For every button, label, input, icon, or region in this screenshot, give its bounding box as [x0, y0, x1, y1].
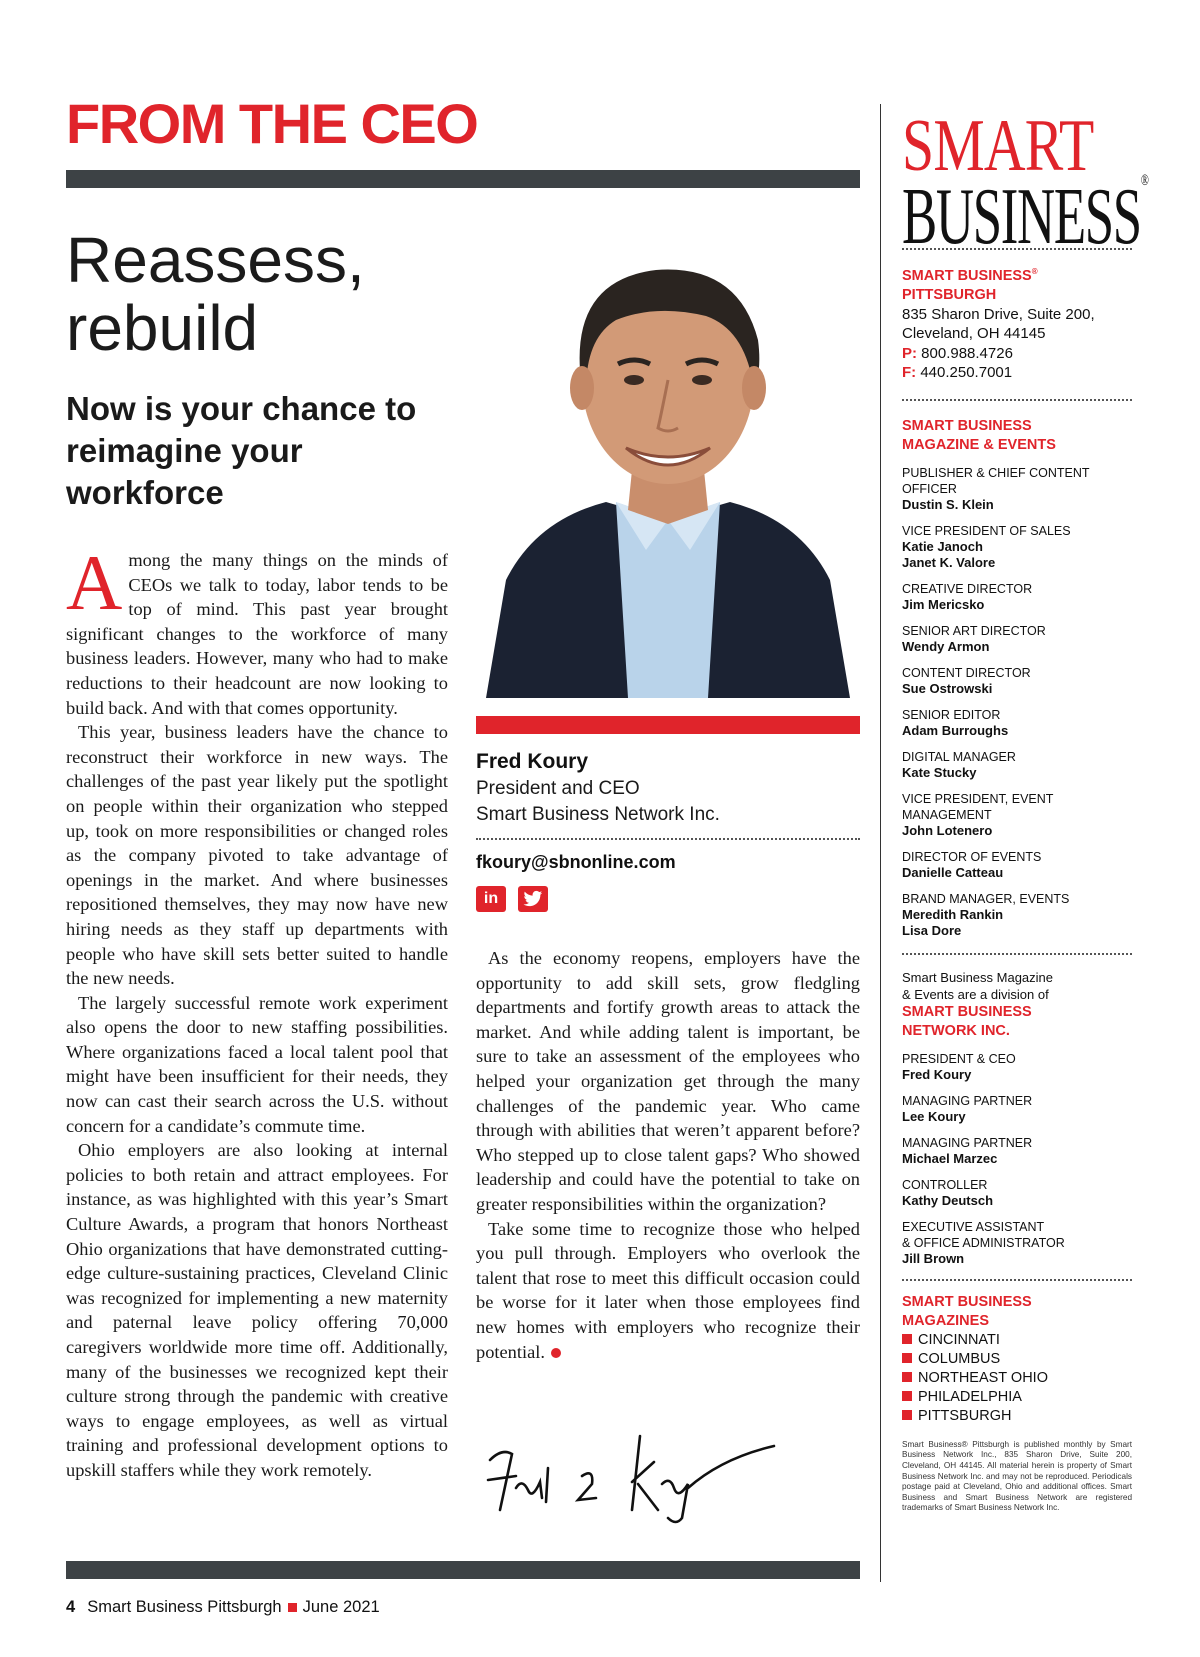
staff-entry [902, 465, 1132, 513]
twitter-bird-glyph [523, 890, 543, 908]
paragraph-6 [476, 1217, 860, 1365]
handwritten-signature [482, 1418, 782, 1528]
sidebar-divider-4 [902, 1279, 1132, 1281]
portrait-illustration [476, 220, 860, 698]
paragraph-3: The largely successful remote work experiment also opens the door to new staffing possibilities. Where organizations faced a local talent pool that might have been insufficient for their needs, they now can cast their search across the U.S. without concern for a candidate’s commute time. [66, 992, 448, 1136]
staff-role: SENIOR ART DIRECTOR [902, 623, 1046, 638]
staff-entry [902, 665, 1132, 697]
logo-smart: SMART [902, 105, 1094, 187]
edition-title [902, 262, 1132, 305]
magazines-line-2: MAGAZINES [902, 1312, 989, 1329]
staff-entry [902, 749, 1132, 781]
phone-line [902, 344, 1132, 364]
network-staff-list [902, 1051, 1132, 1267]
section-label: FROM THE CEO [66, 92, 478, 155]
bottom-rule [66, 1561, 860, 1579]
staff-name: Lee Koury [902, 1108, 966, 1124]
headline-line-1: Reassess, [66, 224, 365, 296]
staff-name: Jill Brown [902, 1250, 965, 1266]
mag-events-line-1: SMART BUSINESS [902, 417, 1032, 434]
author-email-link[interactable]: fkoury@sbnonline.com [476, 852, 676, 872]
staff-entry [902, 581, 1132, 613]
edition-address [902, 305, 1132, 383]
magazines-heading [902, 1293, 1132, 1331]
author-title: President and CEO [476, 778, 640, 799]
paragraph-2: This year, business leaders have the chance to reconstruct their workforce in new ways. The challenges of the past year likely put the spotlight on people within their organization who stepped up, took on more responsibilities or changed roles as the company pivoted to take advantage of openings in the market. And where businesses repositioned themselves, they may now have new hiring needs as they staff up departments with people who have skill sets better suited to handle the new needs. [66, 722, 448, 989]
fax-number: 440.250.7001 [916, 364, 1013, 382]
drop-cap: A [66, 539, 123, 626]
magazine-list [902, 1331, 1132, 1426]
masthead-sidebar [902, 248, 1132, 1514]
staff-entry [902, 791, 1132, 839]
fine-print: Smart Business® Pittsburgh is published monthly by Smart Business Network Inc., 835 Sharon Drive, Suite 200, Cleveland, OH 44145. All material herein is property of Smart Business Network Inc. and may not be reproduced. Periodicals postage paid at Cleveland, Ohio and additional offices. Smart Business and Smart Business Network are registered trademarks of Smart Business Network Inc. [902, 1439, 1132, 1513]
staff-name: Janet K. Valore [902, 554, 996, 570]
staff-entry [902, 1051, 1132, 1083]
staff-role: EXECUTIVE ASSISTANT [902, 1219, 1045, 1234]
mag-events-heading [902, 417, 1132, 455]
staff-role: CONTENT DIRECTOR [902, 665, 1031, 680]
magazine-item: COLUMBUS [902, 1350, 1132, 1369]
author-divider [476, 838, 860, 840]
staff-entry [902, 849, 1132, 881]
page-number: 4 [66, 1598, 76, 1616]
staff-name: Adam Burroughs [902, 722, 1009, 738]
sidebar-divider-3 [902, 953, 1132, 955]
staff-name: Michael Marzec [902, 1150, 998, 1166]
staff-entry [902, 1093, 1132, 1125]
staff-role: CREATIVE DIRECTOR [902, 581, 1033, 596]
staff-entry [902, 523, 1132, 571]
staff-entry [902, 707, 1132, 739]
staff-entry [902, 1135, 1132, 1167]
article-column-left [66, 539, 448, 1483]
staff-entry [902, 623, 1132, 655]
staff-entry [902, 891, 1132, 939]
edition-name: SMART BUSINESS [902, 267, 1032, 284]
staff-role: MANAGING PARTNER [902, 1135, 1033, 1150]
publication-name: Smart Business Pittsburgh [87, 1598, 282, 1616]
author-name: Fred Koury [476, 750, 589, 773]
staff-role: DIGITAL MANAGER [902, 749, 1016, 764]
network-line-2: NETWORK INC. [902, 1022, 1010, 1039]
staff-role: PUBLISHER & CHIEF CONTENT OFFICER [902, 465, 1090, 496]
end-mark-icon [551, 1348, 561, 1358]
phone-number: 800.988.4726 [917, 344, 1013, 362]
staff-name: Jim Mericsko [902, 596, 985, 612]
edition-mark: ® [1031, 267, 1038, 276]
headline [66, 226, 365, 362]
magazines-line-1: SMART BUSINESS [902, 1293, 1032, 1310]
staff-role: MANAGING PARTNER [902, 1093, 1033, 1108]
staff-name: Sue Ostrowski [902, 680, 993, 696]
staff-role: SENIOR EDITOR [902, 707, 1001, 722]
phone-label: P: [902, 344, 917, 362]
logo-business [902, 172, 1148, 261]
paragraph-6-text: Take some time to recognize those who helped you pull through. Employers who overlook the talent that rose to meet this difficult occasion could be worse for it later when those employees find new homes with employers who recognize their potential. [476, 1218, 860, 1362]
division-line-1: Smart Business Magazine [902, 969, 1054, 985]
staff-name: Wendy Armon [902, 638, 990, 654]
paragraph-1-text: mong the many things on the minds of CEOs we talk to today, labor tends to be top of mind. This past year brought significant changes to the workforce of many business leaders. However, many who had to make reductions to their headcount are now looking to build back. And with that comes opportunity. [66, 550, 448, 718]
staff-role: BRAND MANAGER, EVENTS [902, 891, 1070, 906]
masthead-logo [902, 104, 1148, 261]
paragraph-1 [66, 539, 448, 720]
sidebar-divider-2 [902, 399, 1132, 401]
author-company: Smart Business Network Inc. [476, 804, 720, 825]
address-line-1: 835 Sharon Drive, Suite 200, [902, 305, 1095, 323]
magazine-item: NORTHEAST OHIO [902, 1369, 1132, 1388]
paragraph-5: As the economy reopens, employers have the opportunity to add skill sets, grow fledgling departments and fortify growth areas to attack the market. And while adding talent is important, be sure to take an assessment of the employees who helped your organization get through the many challenges of the pandemic year. Who came through with abilities that weren’t apparent before? Who stepped up to close talent gaps? Who showed leadership and could have the potential to take on greater responsibilities within the organization? [476, 948, 860, 1214]
column-divider [880, 104, 881, 1582]
staff-name: Kathy Deutsch [902, 1192, 994, 1208]
paragraph-4: Ohio employers are also looking at internal policies to both retain and attract employees. For instance, as was highlighted with this year’s Smart Culture Awards, a program that honors Northeast Ohio organizations that have demonstrated cutting-edge culture-sustaining practices, Cleveland Clinic was recognized for implementing a new maternity and paternal leave policy offering 70,000 caregivers worldwide more time off. Additionally, many of the businesses we recognized kept their culture strong through the pandemic with creative ways to engage employees, as well as virtual training and professional development options to upskill staffers while they work remotely. [66, 1140, 448, 1480]
staff-role: VICE PRESIDENT, EVENT MANAGEMENT [902, 791, 1054, 822]
photo-accent-bar [476, 716, 860, 734]
network-heading [902, 1003, 1132, 1041]
footer-separator-icon [288, 1603, 297, 1612]
division-note [902, 969, 1132, 1003]
magazine-item: PHILADELPHIA [902, 1388, 1132, 1407]
linkedin-label: in [483, 890, 499, 907]
logo-business-text: BUSINESS [902, 173, 1141, 261]
page-footer [66, 1598, 380, 1617]
top-rule [66, 170, 860, 188]
author-photo [476, 220, 860, 698]
mag-events-line-2: MAGAZINE & EVENTS [902, 436, 1056, 453]
sidebar-divider-1 [902, 248, 1132, 250]
staff-name: Dustin S. Klein [902, 496, 994, 512]
staff-role-line-2: & OFFICE ADMINISTRATOR [902, 1235, 1065, 1250]
magazine-item: PITTSBURGH [902, 1407, 1132, 1426]
staff-role: VICE PRESIDENT OF SALES [902, 523, 1071, 538]
staff-entry [902, 1219, 1132, 1267]
division-line-2: & Events are a division of [902, 986, 1049, 1002]
staff-name: Lisa Dore [902, 922, 962, 938]
linkedin-icon[interactable] [476, 886, 506, 912]
staff-entry [902, 1177, 1132, 1209]
issue-date: June 2021 [302, 1598, 380, 1616]
staff-name: Katie Janoch [902, 538, 983, 554]
staff-name: Danielle Catteau [902, 864, 1004, 880]
magazine-item: CINCINNATI [902, 1331, 1132, 1350]
twitter-icon[interactable] [518, 886, 548, 912]
address-line-2: Cleveland, OH 44145 [902, 325, 1046, 343]
staff-name: Meredith Rankin [902, 906, 1004, 922]
staff-list [902, 465, 1132, 939]
article-column-right [476, 946, 860, 1364]
staff-role: DIRECTOR OF EVENTS [902, 849, 1042, 864]
staff-name: John Lotenero [902, 822, 993, 838]
social-links [476, 886, 860, 912]
network-line-1: SMART BUSINESS [902, 1003, 1032, 1020]
staff-name: Kate Stucky [902, 764, 977, 780]
edition-city: PITTSBURGH [902, 286, 997, 303]
logo-mark: ® [1140, 172, 1148, 189]
staff-role: CONTROLLER [902, 1177, 988, 1192]
fax-line [902, 363, 1132, 383]
fax-label: F: [902, 364, 917, 382]
staff-name: Fred Koury [902, 1066, 972, 1082]
subhead: Now is your chance to reimagine your workforce [66, 390, 417, 511]
headline-line-2: rebuild [66, 292, 259, 364]
author-block [476, 748, 860, 912]
staff-role: PRESIDENT & CEO [902, 1051, 1016, 1066]
